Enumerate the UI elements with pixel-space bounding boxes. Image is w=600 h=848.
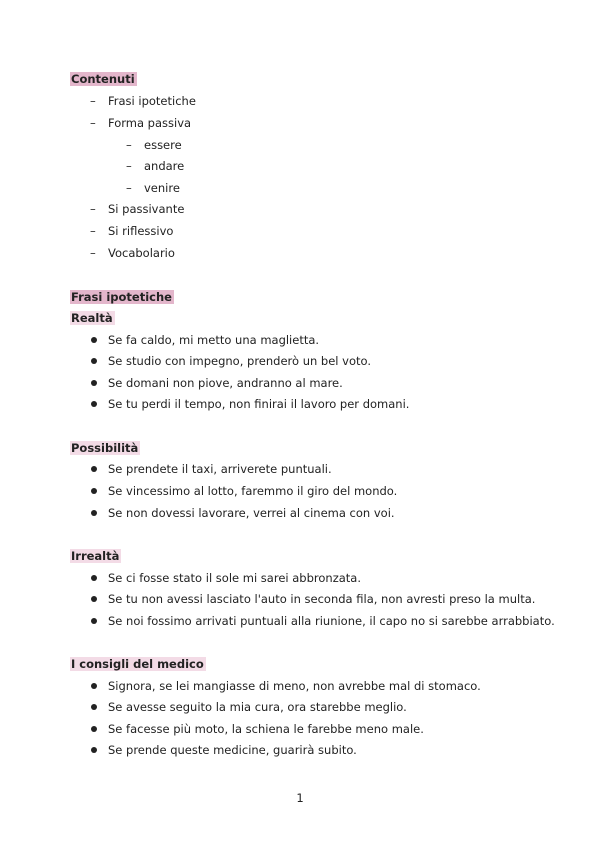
section-heading: Frasi ipotetiche — [71, 290, 172, 304]
bullet-text: Se domani non piove, andranno al mare. — [108, 376, 343, 390]
bullet-text: Se prendete il taxi, arriverete puntuali. — [108, 462, 332, 476]
contents-heading: Contenuti — [71, 72, 135, 86]
bullet-icon — [91, 683, 97, 689]
bullet-text: Se prende queste medicine, guarirà subito. — [108, 743, 357, 757]
bullet-text: Se facesse più moto, la schiena le farebbe meno male. — [108, 722, 424, 736]
possibility-heading: Possibilità — [71, 441, 139, 455]
subsection-heading-line — [71, 549, 121, 563]
bullet-text: Se tu perdi il tempo, non finirai il lavoro per domani. — [108, 397, 410, 411]
bullet-icon — [91, 337, 97, 343]
list-item-text: Frasi ipotetiche — [108, 94, 196, 108]
bullet-text: Se avesse seguito la mia cura, ora starebbe meglio. — [108, 700, 407, 714]
dash-marker: – — [126, 181, 132, 195]
bullet-text: Signora, se lei mangiasse di meno, non avrebbe mal di stomaco. — [108, 679, 481, 693]
bullet-icon — [91, 466, 97, 472]
bullet-icon — [91, 747, 97, 753]
bullet-icon — [91, 704, 97, 710]
list-item-text: Si passivante — [108, 202, 185, 216]
list-item-text: Vocabolario — [108, 246, 175, 260]
bullet-text: Se non dovessi lavorare, verrei al cinema con voi. — [108, 506, 395, 520]
contents-heading-line — [71, 72, 137, 86]
section-heading-line — [71, 290, 174, 304]
bullet-icon — [91, 358, 97, 364]
subsection-heading-line — [71, 657, 206, 671]
bullet-icon — [91, 488, 97, 494]
doctor-heading: I consigli del medico — [71, 657, 204, 671]
bullet-icon — [91, 575, 97, 581]
subsection-heading-line — [71, 441, 140, 455]
dash-marker: – — [126, 159, 132, 173]
sub-list-item-text: essere — [144, 138, 182, 152]
dash-marker: – — [90, 224, 96, 238]
list-item-text: Forma passiva — [108, 116, 192, 130]
bullet-icon — [91, 596, 97, 602]
dash-marker: – — [90, 116, 96, 130]
page-number: 1 — [296, 791, 304, 805]
reality-heading: Realtà — [71, 311, 113, 325]
bullet-text: Se tu non avessi lasciato l'auto in seconda fila, non avresti preso la multa. — [108, 592, 536, 606]
bullet-icon — [91, 726, 97, 732]
bullet-icon — [91, 510, 97, 516]
bullet-text: Se vincessimo al lotto, faremmo il giro del mondo. — [108, 484, 398, 498]
dash-marker: – — [126, 138, 132, 152]
list-item-text: Si riflessivo — [108, 224, 174, 238]
bullet-text: Se fa caldo, mi metto una maglietta. — [108, 333, 320, 347]
bullet-icon — [91, 618, 97, 624]
subsection-heading-line — [71, 311, 115, 325]
sub-list-item-text: andare — [144, 159, 185, 173]
bullet-icon — [91, 380, 97, 386]
dash-marker: – — [90, 202, 96, 216]
dash-marker: – — [90, 246, 96, 260]
bullet-icon — [91, 401, 97, 407]
bullet-text: Se ci fosse stato il sole mi sarei abbronzata. — [108, 571, 361, 585]
sub-list-item-text: venire — [144, 181, 180, 195]
bullet-text: Se studio con impegno, prenderò un bel voto. — [108, 354, 371, 368]
dash-marker: – — [90, 94, 96, 108]
bullet-text: Se noi fossimo arrivati puntuali alla riunione, il capo no si sarebbe arrabbiato. — [108, 614, 555, 628]
unreality-heading: Irrealtà — [71, 549, 120, 563]
